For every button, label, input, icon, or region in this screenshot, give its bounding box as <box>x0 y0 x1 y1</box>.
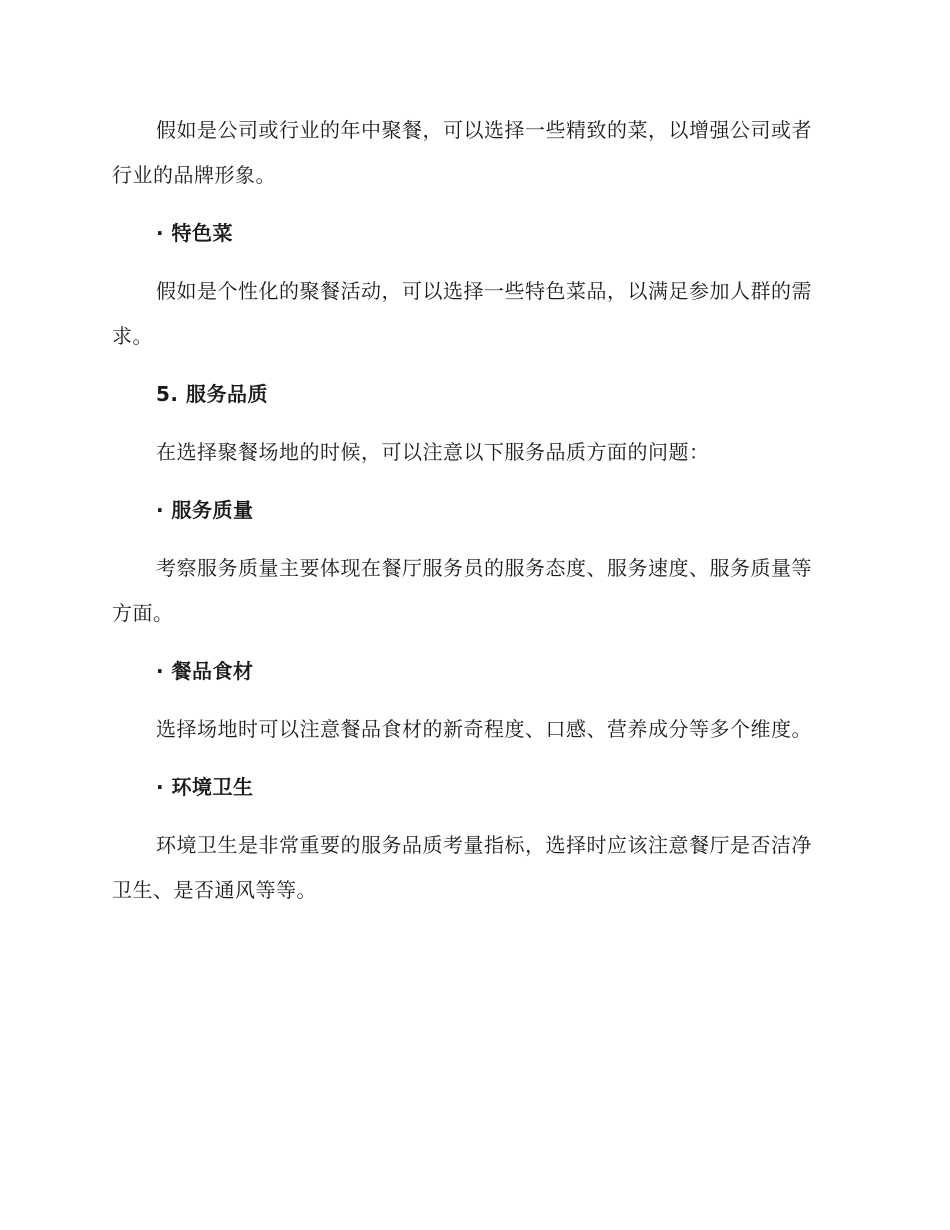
paragraph-gap <box>112 694 832 707</box>
heading-specialty-dishes: · 特色菜 <box>156 221 234 245</box>
heading-environment-hygiene: · 环境卫生 <box>156 775 254 799</box>
paragraph-gap <box>112 752 832 765</box>
heading-service-quality-section: 5. 服务品质 <box>156 382 268 406</box>
paragraph-service-quality: 考察服务质量主要体现在餐厅服务员的服务态度、服务速度、服务质量等方面。 <box>112 556 812 625</box>
heading-food-ingredients: · 餐品食材 <box>156 659 254 683</box>
paragraph-gap <box>112 810 832 823</box>
paragraph-gap <box>112 533 832 546</box>
paragraph-service-intro: 在选择聚餐场地的时候，可以注意以下服务品质方面的问题： <box>156 440 710 464</box>
heading-service-quality: · 服务质量 <box>156 498 254 522</box>
paragraph-gap <box>112 417 832 430</box>
paragraph-food-ingredients: 选择场地时可以注意餐品食材的新奇程度、口感、营养成分等多个维度。 <box>156 717 812 741</box>
paragraph-gap <box>112 198 832 211</box>
paragraph-environment-hygiene: 环境卫生是非常重要的服务品质考量指标，选择时应该注意餐厅是否洁净卫生、是否通风等等。 <box>112 833 812 902</box>
paragraph-specialty-dishes: 假如是个性化的聚餐活动，可以选择一些特色菜品，以满足参加人群的需求。 <box>112 279 812 348</box>
paragraph-banquet-dishes: 假如是公司或行业的年中聚餐，可以选择一些精致的菜，以增强公司或者行业的品牌形象。 <box>112 118 812 187</box>
paragraph-gap <box>112 256 832 269</box>
paragraph-gap <box>112 636 832 649</box>
paragraph-gap <box>112 359 832 372</box>
paragraph-gap <box>112 475 832 488</box>
document-body <box>112 108 832 913</box>
